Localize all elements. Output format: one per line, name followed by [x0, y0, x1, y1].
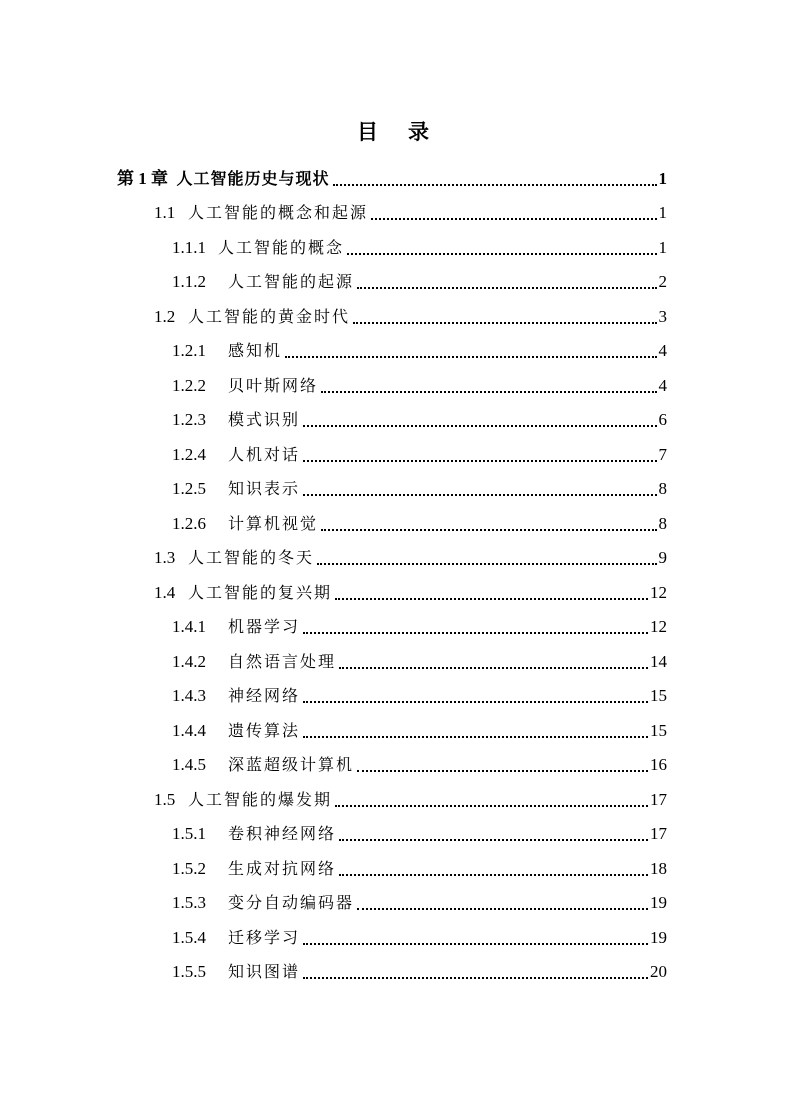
- entry-number: 1.5.5: [172, 962, 206, 981]
- entry-label: 遗传算法: [228, 721, 301, 740]
- entry-number: 1.4: [154, 583, 176, 602]
- dot-leader: [285, 356, 656, 358]
- dot-leader: [303, 632, 648, 634]
- toc-entry-subsection[interactable]: [172, 921, 667, 955]
- dot-leader: [303, 943, 648, 945]
- entry-page: 4: [658, 376, 667, 395]
- dot-leader: [303, 736, 648, 738]
- entry-page: 19: [650, 928, 667, 947]
- entry-label: 知识图谱: [228, 962, 301, 981]
- dot-leader: [303, 494, 656, 496]
- toc-title: [0, 116, 786, 146]
- dot-leader: [339, 667, 648, 669]
- entry-label: 计算机视觉: [228, 514, 319, 533]
- dot-leader: [339, 874, 648, 876]
- dot-leader: [303, 425, 656, 427]
- entry-label: 人工智能的起源: [228, 272, 355, 291]
- entry-number: 1.4.4: [172, 721, 206, 740]
- toc-entry-subsection[interactable]: [172, 438, 667, 472]
- toc-entry-subsection[interactable]: [172, 679, 667, 713]
- entry-page: 14: [650, 652, 667, 671]
- entry-number: 1.1.1: [172, 238, 206, 257]
- dot-leader: [317, 563, 656, 565]
- entry-label: 人工智能的冬天: [188, 548, 315, 567]
- entry-number: 1.2.6: [172, 514, 206, 533]
- entry-page: 8: [658, 514, 667, 533]
- entry-label: 人工智能的黄金时代: [188, 307, 351, 326]
- entry-label: 感知机: [228, 341, 283, 360]
- entry-number: 1.1.2: [172, 272, 206, 291]
- entry-label: 人工智能历史与现状: [176, 169, 330, 188]
- entry-label: 生成对抗网络: [228, 859, 337, 878]
- toc-entry-subsection[interactable]: [172, 645, 667, 679]
- entry-page: 20: [650, 962, 667, 981]
- entry-label: 人工智能的复兴期: [188, 583, 333, 602]
- dot-leader: [357, 287, 656, 289]
- entry-label: 模式识别: [228, 410, 301, 429]
- entry-page: 1: [658, 238, 667, 257]
- entry-page: 1: [658, 203, 667, 222]
- toc-entry-subsection[interactable]: [172, 334, 667, 368]
- dot-leader: [303, 977, 648, 979]
- toc-entry-section[interactable]: [154, 300, 667, 334]
- toc-entry-section[interactable]: [154, 783, 667, 817]
- entry-page: 1: [658, 169, 667, 188]
- toc-entry-chapter-1[interactable]: [117, 162, 667, 196]
- entry-label: 深蓝超级计算机: [228, 755, 355, 774]
- toc-title-part2: 录: [408, 119, 429, 144]
- dot-leader: [335, 805, 648, 807]
- entry-label: 卷积神经网络: [228, 824, 337, 843]
- entry-label: 知识表示: [228, 479, 301, 498]
- toc-entry-section[interactable]: [154, 576, 667, 610]
- dot-leader: [303, 701, 648, 703]
- dot-leader: [335, 598, 648, 600]
- dot-leader: [333, 184, 657, 186]
- entry-page: 8: [658, 479, 667, 498]
- entry-number: 1.5.4: [172, 928, 206, 947]
- dot-leader: [357, 908, 648, 910]
- dot-leader: [321, 391, 656, 393]
- dot-leader: [353, 322, 656, 324]
- entry-page: 12: [650, 583, 667, 602]
- entry-page: 15: [650, 721, 667, 740]
- entry-page: 17: [650, 824, 667, 843]
- entry-number: 1.5.2: [172, 859, 206, 878]
- toc-entry-subsection[interactable]: [172, 610, 667, 644]
- toc-entry-subsection[interactable]: [172, 507, 667, 541]
- entry-number: 1.3: [154, 548, 176, 567]
- entry-number: 1.1: [154, 203, 176, 222]
- entry-number: 第 1 章: [117, 169, 177, 188]
- entry-page: 4: [658, 341, 667, 360]
- toc-title-part1: 目: [357, 119, 378, 144]
- toc-entry-section[interactable]: [154, 541, 667, 575]
- entry-page: 12: [650, 617, 667, 636]
- entry-page: 15: [650, 686, 667, 705]
- entry-number: 1.5.3: [172, 893, 206, 912]
- entry-label: 神经网络: [228, 686, 301, 705]
- entry-page: 17: [650, 790, 667, 809]
- dot-leader: [339, 839, 648, 841]
- entry-label: 人工智能的概念: [218, 238, 345, 257]
- entry-number: 1.2.1: [172, 341, 206, 360]
- entry-page: 6: [658, 410, 667, 429]
- dot-leader: [357, 770, 648, 772]
- entry-number: 1.2.2: [172, 376, 206, 395]
- dot-leader: [371, 218, 656, 220]
- dot-leader: [347, 253, 656, 255]
- toc-entry-subsection[interactable]: [172, 369, 667, 403]
- toc-entry-subsection[interactable]: [172, 714, 667, 748]
- entry-page: 19: [650, 893, 667, 912]
- entry-page: 2: [658, 272, 667, 291]
- entry-label: 迁移学习: [228, 928, 301, 947]
- entry-label: 自然语言处理: [228, 652, 337, 671]
- entry-number: 1.4.2: [172, 652, 206, 671]
- entry-page: 16: [650, 755, 667, 774]
- entry-number: 1.2.5: [172, 479, 206, 498]
- entry-number: 1.5.1: [172, 824, 206, 843]
- entry-number: 1.5: [154, 790, 176, 809]
- entry-label: 人工智能的爆发期: [188, 790, 333, 809]
- entry-number: 1.2.4: [172, 445, 206, 464]
- toc-entry-subsection[interactable]: [172, 231, 667, 265]
- toc-entry-subsection[interactable]: [172, 852, 667, 886]
- entry-label: 变分自动编码器: [228, 893, 355, 912]
- dot-leader: [321, 529, 656, 531]
- entry-label: 人机对话: [228, 445, 301, 464]
- toc-entry-subsection[interactable]: [172, 817, 667, 851]
- entry-number: 1.2.3: [172, 410, 206, 429]
- toc-entry-section[interactable]: [154, 196, 667, 230]
- dot-leader: [303, 460, 656, 462]
- toc-entry-subsection[interactable]: [172, 748, 667, 782]
- entry-number: 1.4.1: [172, 617, 206, 636]
- entry-number: 1.2: [154, 307, 176, 326]
- toc-entry-subsection[interactable]: [172, 886, 667, 920]
- toc-entry-subsection[interactable]: [172, 265, 667, 299]
- entry-page: 3: [658, 307, 667, 326]
- entry-page: 7: [658, 445, 667, 464]
- entry-page: 9: [658, 548, 667, 567]
- entry-label: 人工智能的概念和起源: [188, 203, 369, 222]
- toc-entry-subsection[interactable]: [172, 955, 667, 989]
- toc-entry-subsection[interactable]: [172, 403, 667, 437]
- entry-label: 贝叶斯网络: [228, 376, 319, 395]
- entry-label: 机器学习: [228, 617, 301, 636]
- entry-number: 1.4.5: [172, 755, 206, 774]
- entry-page: 18: [650, 859, 667, 878]
- entry-number: 1.4.3: [172, 686, 206, 705]
- toc-entry-subsection[interactable]: [172, 472, 667, 506]
